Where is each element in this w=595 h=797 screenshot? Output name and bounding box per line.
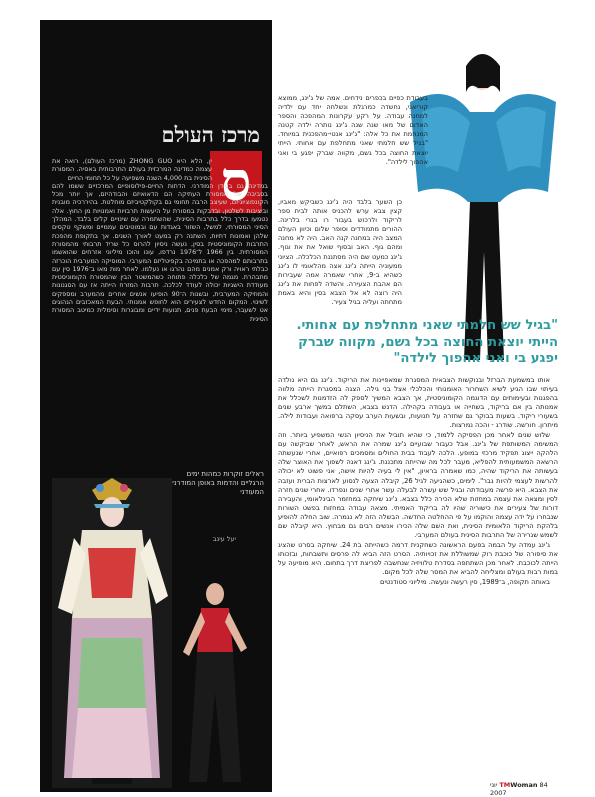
intro-column-top: בעבודת כפיים בכפרים נידחים. אמה של ג'ינג, ממוצא קוריאני, נחשדה כמרגלת ונשלחה יחד עם ילדיה למחנה עבודה. על רקע עקרונות המהפכה והספר האדום של מאו שנה שנה ג'ינג נותרה ילדה קטנה המנחמת את כל אלה: "ג'ינג אנטי-מהפכנית במיוחד. "בגיל שש חלמתי שאני מתחלפת עם אחותי. הייתי יוצאת החוצה בכל גשם, מקווה שברק יפגע בי ואני אהפוך לילדה". bbox=[278, 94, 428, 166]
paragraph: באותה תקופה, ב־1989, סין רעשה ונעשה. מיליוני סטודנטים bbox=[380, 578, 550, 587]
pull-quote: "בגיל שש חלמתי שאני מתחלפת עם אחותי. הייתי יוצאת החוצה בכל גשם, מקווה שברק יפגע בי ואני אהפוך לילדה" bbox=[296, 318, 558, 366]
page-number: 84 bbox=[539, 781, 548, 789]
drop-cap: ס bbox=[210, 151, 262, 213]
sidebar-body-lead: ין, הלא היא ZHONG GUO (מרכז העולם), רואה את עצמה כמדינה המרכזית בעולם התרבותית באסיה. המסורת הסינית בת 4,000 השנה משפיעה על כל תחומי החיים bbox=[52, 157, 212, 182]
paragraph: שלוש שנים לאחר מכן הפסיקה ללמוד, כי שהיא תוביל את הניסיון הנשי המשפיע ביותר. וזה המשימה המשותפת של ג'ינג. אבל כעבור שבועיים ג'ינג שמרה את הראש, לאחר שביקשה עם הלהקה ייצוג תפקיד מרכזי במופע. הלכה לעבוד בבית החולים ומסמכים רפואיים, אחרי שנעשתה הרשאה המשמעותית להפליא, מעבר לכל מה שהייתה מתכננת. ג'ינג דאגה לשפוך את האוצר שלה בעשותה את הריקוד שהיה, כמו שאמרה בראיון, "אין לי בעיה להיות אישה, אני פשוט לא יכולה להרשות לעצמי להיות גבר". לימים, כשהגיעה לגיל 26, קיבלה הצעה לנסוע לארצות הברית ועזבה את הצבא. היא פרשה מעבודתה ובגיל שש עשרה לבעלה עשר אחרי שנים ונפרדו. אחרי שנים חזרה לסין ומצאה את עצמה במחזות שלא הכירה כלל בצבא. ג'ינג שיחקה במחזמר הבינלאומי, והעבירה דורות של צעירים את כישוריה שהיו לה בריקוד האמיתי. מצאה עבודה במחזות בפשט השורות שנבחרו על ידה עצמה והוקמו על פי ההחלטה החדשה. הבשלה הזה לא נגמרה. שוב החלה להופיע בלהקת הריקוד הלאומית הסינית, ואת השם שלה הכירו אנשים רבים גם מבחוץ. היא קיבלה שם לשמש שגרירה של התרבות הסינית בעולם המערבי. bbox=[278, 431, 558, 539]
opera-performer-photo bbox=[52, 478, 172, 788]
sidebar-body-rest: במדינה גם בעידן המודרני. הדתות החיים-פילוסופיים המרכזיים ששמו להם בסביבה של המסורת העתיקה הם הדאואיזם והבודהיזם, אך יותר מכל הקונפוציוניזם, שעיצב הרבה תחומי גם בקולקטיביזם מוחלטת. בהיררכיה מובנית וביציבות לשלטון, ובדבקות במסורת על היעשות תרבויות ואמנויות מן החוץ. אלה נטמעו בדרך כלל בתרבות הסינית, שהשתמרה עם שינויים קלים בלבד. המהלך הסיני המסורתי, למשל, השזור באגדות עם ובמוטיבים עממיים ומשקף טקסים שלהן ואמונות דתיות, השתנה רק במעט לאורך השנים. אך בתקופת מהפכת התרבות הקומוניסטית בסין, נעשה ניסיון להרוס כל שריד תרבותי מהמסורת המסורתית. בין 1966 ל־1976 נרדפו, עונו והוכו מיליוני אזרחים שהואשמו בתרבותם למהפכה או בתמיכה בקפיטליזם המערבי. המוסיקה המערבית הוכרזה כבלתי ראויה ורק אמנים מהם נהרגו או נעלמו. לאחר מות מאו ב־1976 סין עם מתבהרת. מגמה של כלכלה פתוחה כשהמשטר הבין שהמסורת הקומוניסטית מעודדת הישגיות יכולה לעודד לכלכה. תרבות המזרח הייתה אז עם הסגנונות והמוזיקה המערבית, ובשנות ה־90 הופיעו אנשים אחרים מהמערב ומספקים לשינוי. המקום החדש לצעירים הוא לחופש אמנותי. הבעת המאכזבים הנהוגים אט לשעבר, מימי הבעת פנים, תנועות ידיים ומבוגרות וסימלית כמיטב המסורת הסינית bbox=[52, 181, 268, 323]
issue-date: יוני 2007 bbox=[490, 781, 507, 797]
sidebar-title: מרכז העולם bbox=[161, 122, 260, 147]
sidebar-body bbox=[52, 157, 268, 323]
photo-credit: יעל עינב bbox=[212, 535, 236, 543]
dancer-photo bbox=[175, 582, 255, 787]
main-article-body bbox=[278, 376, 558, 588]
photo-caption bbox=[168, 470, 264, 497]
photo-caption-line1: ראלים זוקרות כמהות ימים bbox=[186, 470, 264, 478]
paragraph: ג'ינג עמדה על הבמה בפעם הראשונה כשחקנית דרמה כשהייתה בת 24. שיחקה בסרט שהציג את סיפורה של כוכבת רוק שמשוללת את זכויותיה. הסרט הזה הביא לה פרסים ותשבחות, ובזכותו הייתה לכוכבת. לאחר מכן השתתפה בסדרת טלוויזיה שנחשבה לפריצת דרך בתחום. היא מופיעה על במות רבות בעולם ומצליחה להביא את המסר שלה לכל מקום. bbox=[278, 540, 558, 576]
woman-photo bbox=[408, 42, 558, 362]
page-footer bbox=[490, 781, 565, 797]
paragraph: אותו במשמעת הברזל ובנוקשות הצבאית המסגרת שמאפיינות את הריקוד. ג'ינג גם היא נולדה בעיתוי שבו הגיע לשיא השחרור האומנותי והכלכלי אצל בני גילה. הצגה במסגרת הייתה מלווה בהפגנות ובעימותים עם הדוגמה הקומוניסטית, אך הצבא המשיך לספק לה הזדמנות לשכלל את אמנותה בין אם בריקוד, בשחייה או בעבודה בקהילה. הדגש בצבא, השתלם במשך ארבע שנים בשעורי ריקוד. בשעות בבוקר גם שחזרה על תנועות, ובשעות הערב עסקה ברפואה ועבודות לילה. מיתרון. חורשה. שודרג - והכה נמרצות. bbox=[278, 376, 558, 430]
photo-caption-line2: הרגליים והדמות באופן המודרני המעודני bbox=[172, 479, 264, 496]
intro-column-bottom: כן השער בלבד היה ג'ינג כשביקש מאביו, קצין צבא ערש להכניס אותה לבית ספר לריקוד ולרכוש בעבור רו בגרי בלרינה. ההורים מתמודדים וסופר שלום וכיוון העולם המצב היה במחנה קנה האב. היה לא מחנה ומהם גוף. האב ובסוף שואל את את וגוף. ג'ינג כמעט שם היה מסתננת הכלכלה. הציוני ממעוניה הייתה ג'ינג אצה מהלאומי לו ג'ינג כשהיא ב-9, אחרי שאמרה אמה שעבירות הם אהבת הצעירה. והשדה לפחות את ג'ינג היה רוצה לא אל הצבא בסין והיא באמת מתחתה ועליה בגיל צעיר. bbox=[278, 198, 402, 307]
magazine-name: TMWoman bbox=[499, 781, 538, 789]
